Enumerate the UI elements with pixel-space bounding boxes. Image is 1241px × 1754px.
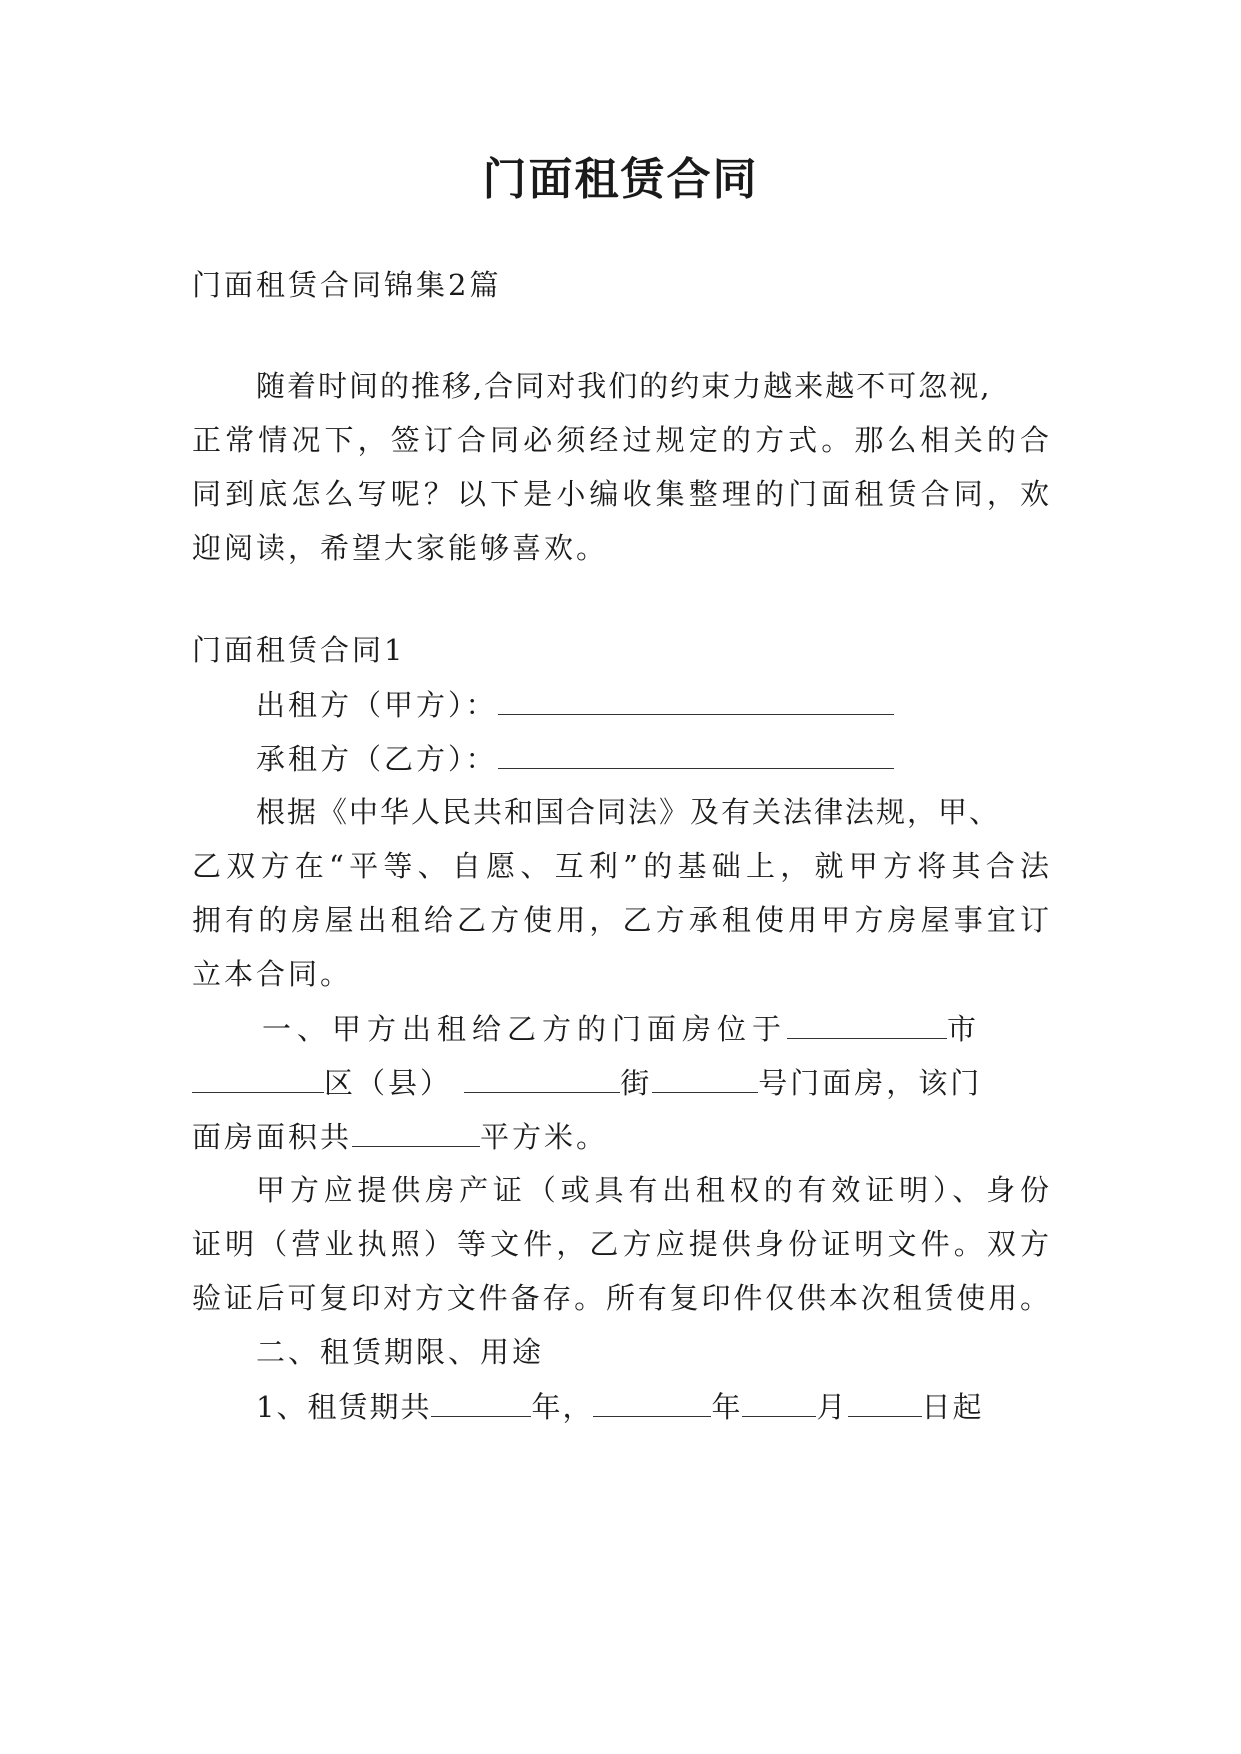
intro-line-3: 同到底怎么写呢？以下是小编收集整理的门面租赁合同，欢 xyxy=(192,477,1049,511)
term-years-blank xyxy=(431,1386,531,1417)
start-day-blank xyxy=(848,1386,922,1417)
basis-line-1: 根据《中华人民共和国合同法》及有关法律法规，甲、 xyxy=(256,795,1001,829)
lessor-line xyxy=(256,684,1136,725)
document-title: 门面租赁合同 xyxy=(482,154,759,205)
lessor-name-blank xyxy=(498,684,894,715)
intro-line-1: 随着时间的推移,合同对我们的约束力越来越不可忽视, xyxy=(256,369,992,403)
number-suffix: 号门面房，该门 xyxy=(758,1066,983,1100)
basis-line-3: 拥有的房屋出租给乙方使用，乙方承租使用甲方房屋事宜订 xyxy=(192,903,1049,937)
start-month-label: 月 xyxy=(816,1390,848,1424)
number-blank xyxy=(652,1062,758,1093)
area-blank xyxy=(352,1116,480,1147)
lessor-label: 出租方（甲方）： xyxy=(256,688,498,722)
clause2-heading: 二、租赁期限、用途 xyxy=(256,1335,545,1369)
city-blank xyxy=(787,1008,947,1039)
documents-line-3: 验证后可复印对方文件备存。所有复印件仅供本次租赁使用。 xyxy=(192,1281,1049,1315)
documents-line-1: 甲方应提供房产证（或具有出租权的有效证明）、身份 xyxy=(256,1173,1049,1207)
clause1-text: 一、甲方出租给乙方的门面房位于 xyxy=(262,1012,788,1046)
clause1-line-3 xyxy=(192,1116,1072,1157)
clause1-line-1 xyxy=(262,1008,1142,1049)
term-line xyxy=(256,1386,1136,1427)
start-year-blank xyxy=(593,1386,711,1417)
area-unit: 平方米。 xyxy=(480,1120,609,1154)
basis-line-4: 立本合同。 xyxy=(192,957,353,991)
lessee-label: 承租方（乙方）： xyxy=(256,742,498,776)
term-prefix: 1、租赁期共 xyxy=(256,1390,432,1424)
start-year-label: 年 xyxy=(711,1390,743,1424)
document-subtitle: 门面租赁合同锦集2篇 xyxy=(192,268,502,302)
district-blank xyxy=(192,1062,324,1093)
area-prefix: 面房面积共 xyxy=(192,1120,353,1154)
lessee-line xyxy=(256,738,1136,779)
street-label: 街 xyxy=(620,1066,653,1100)
lessee-name-blank xyxy=(498,738,894,769)
start-month-blank xyxy=(742,1386,816,1417)
clause1-line-2 xyxy=(192,1062,1072,1103)
street-blank xyxy=(464,1062,620,1093)
basis-line-2: 乙双方在“平等、自愿、互利”的基础上，就甲方将其合法 xyxy=(192,849,1049,883)
section1-heading: 门面租赁合同1 xyxy=(192,633,406,667)
district-label: 区（县） xyxy=(324,1066,453,1100)
term-year-word: 年， xyxy=(531,1390,594,1424)
intro-line-2: 正常情况下，签订合同必须经过规定的方式。那么相关的合 xyxy=(192,423,1049,457)
city-label: 市 xyxy=(947,1012,983,1046)
start-day-label: 日起 xyxy=(921,1390,984,1424)
documents-line-2: 证明（营业执照）等文件，乙方应提供身份证明文件。双方 xyxy=(192,1227,1049,1261)
intro-line-4: 迎阅读，希望大家能够喜欢。 xyxy=(192,531,609,565)
